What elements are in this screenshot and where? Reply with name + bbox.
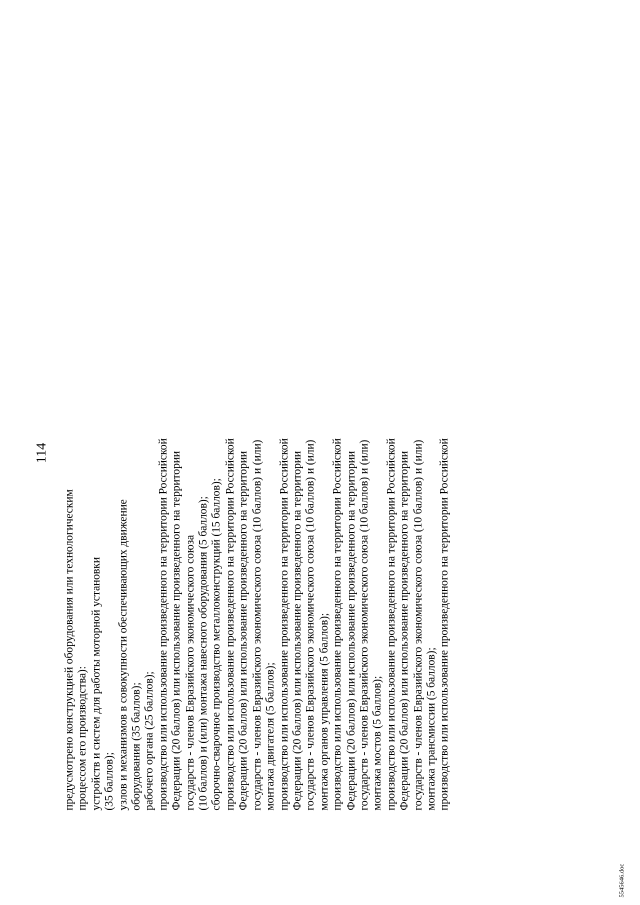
text-line: узлов и механизмов в совокупности обеспечивающих движение (116, 498, 129, 810)
text-line: монтажа органов управления (5 баллов); (317, 612, 330, 810)
text-line: производство или использование произведенного на территории Российской (438, 437, 451, 810)
text-line: производство или использование произведенного на территории Российской (277, 437, 290, 810)
text-line: Федерации (20 баллов) или использование произведенного на территории (344, 450, 357, 810)
footer-doc-code: 5545646.doc (618, 863, 625, 897)
text-line: (10 баллов) и (или) монтажа навесного оборудования (5 баллов); (197, 495, 210, 810)
text-line: Федерации (20 баллов) или использование произведенного на территории (290, 450, 303, 810)
text-line: государств - членов Евразийского экономического союза (10 баллов) и (или) (304, 439, 317, 810)
text-line: оборудования (35 баллов); (130, 681, 143, 810)
text-line: производство или использование произведенного на территории Российской (156, 437, 169, 810)
page-number: 114 (34, 442, 49, 463)
text-line: государств - членов Евразийского экономического союза (10 баллов) и (или) (411, 439, 424, 810)
body-text (63, 90, 452, 810)
text-line: сборочно-сварочное производство металлоконструкций (15 баллов); (210, 477, 223, 810)
text-line: предусмотрено конструкцией оборудования или технологическим (63, 488, 75, 810)
text-line: процессом его производства): (76, 665, 89, 810)
text-line: Федерации (20 баллов) или использование произведенного на территории (398, 450, 411, 810)
text-line: рабочего органа (25 баллов); (143, 670, 156, 810)
text-line: монтажа двигателя (5 баллов); (264, 661, 277, 810)
text-line: Федерации (20 баллов) или использование произведенного на территории (170, 450, 183, 810)
text-line: государств - членов Евразийского экономического союза (10 баллов) и (или) (357, 439, 370, 810)
text-line: государств - членов Евразийского экономического союза (10 баллов) и (или) (250, 439, 263, 810)
text-line: Федерации (20 баллов) или использование произведенного на территории (237, 450, 250, 810)
text-line: (35 баллов); (103, 751, 116, 810)
text-line: монтажа трансмиссии (5 баллов); (424, 646, 437, 810)
text-line: устройств и систем для работы моторной установки (89, 556, 102, 810)
text-line: производство или использование произведенного на территории Российской (223, 437, 236, 810)
text-line: производство или использование произведенного на территории Российской (331, 437, 344, 810)
text-line: государств - членов Евразийского экономического союза (183, 534, 196, 810)
text-line: монтажа мостов (5 баллов); (371, 675, 384, 810)
text-line: производство или использование произведенного на территории Российской (384, 437, 397, 810)
